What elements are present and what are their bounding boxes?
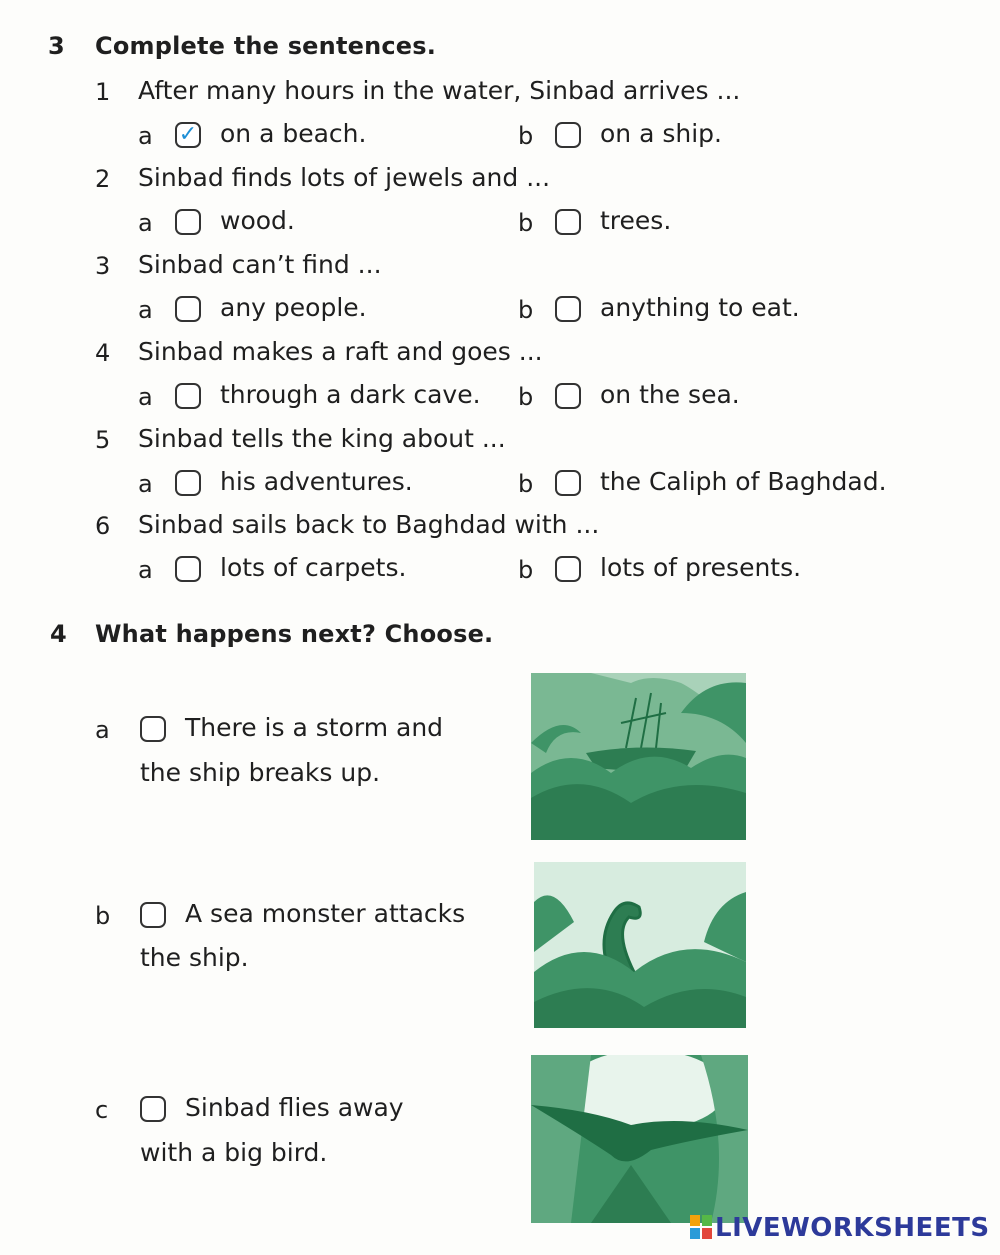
question-3-option-b-checkbox[interactable]: [555, 296, 581, 322]
next-option-b-line1: A sea monster attacks: [185, 899, 466, 928]
question-6-option-a-text: lots of carpets.: [220, 553, 407, 582]
question-6-number: 6: [95, 512, 111, 540]
question-5-option-b-checkbox[interactable]: [555, 470, 581, 496]
question-2-option-b-text: trees.: [600, 206, 672, 235]
question-4-option-b-letter: b: [518, 383, 534, 411]
section-4-number: 4: [50, 620, 67, 648]
question-3-number: 3: [95, 252, 111, 280]
question-4-option-b-checkbox[interactable]: [555, 383, 581, 409]
question-3-option-a-letter: a: [138, 296, 153, 324]
next-option-b-checkbox[interactable]: [140, 902, 166, 928]
section-4-title: What happens next? Choose.: [95, 620, 494, 648]
question-4-option-a-letter: a: [138, 383, 153, 411]
question-5-number: 5: [95, 426, 111, 454]
section-3-number: 3: [48, 32, 65, 60]
question-3-option-a-checkbox[interactable]: [175, 296, 201, 322]
checkmark-icon: ✓: [178, 122, 198, 147]
next-option-c-letter: c: [95, 1096, 109, 1124]
question-5-option-a-letter: a: [138, 470, 153, 498]
next-option-b-line2: the ship.: [140, 943, 249, 972]
next-option-b-letter: b: [95, 902, 111, 930]
watermark: [690, 1213, 990, 1243]
question-6-text: Sinbad sails back to Baghdad with ...: [138, 510, 600, 539]
next-option-a-line2: the ship breaks up.: [140, 758, 381, 787]
next-option-c-checkbox[interactable]: [140, 1096, 166, 1122]
watermark-text: LIVEWORKSHEETS: [715, 1213, 990, 1243]
next-option-a-checkbox[interactable]: [140, 716, 166, 742]
question-3-option-b-letter: b: [518, 296, 534, 324]
question-3-option-b-text: anything to eat.: [600, 293, 800, 322]
next-option-c-line2: with a big bird.: [140, 1138, 328, 1167]
section-3-title: Complete the sentences.: [95, 32, 437, 60]
question-6-option-a-letter: a: [138, 556, 153, 584]
question-1-text: After many hours in the water, Sinbad arrives ...: [138, 76, 741, 105]
question-1-option-a-checkbox[interactable]: [175, 122, 201, 148]
big-bird-illustration: [531, 1055, 748, 1223]
question-4-text: Sinbad makes a raft and goes ...: [138, 337, 543, 366]
question-5-text: Sinbad tells the king about ...: [138, 424, 506, 453]
question-4-option-a-checkbox[interactable]: [175, 383, 201, 409]
next-option-c-line1: Sinbad flies away: [185, 1093, 404, 1122]
next-option-a-letter: a: [95, 716, 110, 744]
question-5-option-a-text: his adventures.: [220, 467, 413, 496]
question-6-option-a-checkbox[interactable]: [175, 556, 201, 582]
question-1-option-b-checkbox[interactable]: [555, 122, 581, 148]
question-6-option-b-checkbox[interactable]: [555, 556, 581, 582]
storm-ship-illustration: [531, 673, 746, 840]
question-3-text: Sinbad can’t find ...: [138, 250, 382, 279]
question-1-option-a-text: on a beach.: [220, 119, 367, 148]
sea-monster-illustration: [534, 862, 746, 1028]
question-2-option-b-checkbox[interactable]: [555, 209, 581, 235]
question-1-number: 1: [95, 78, 111, 106]
question-1-option-b-text: on a ship.: [600, 119, 722, 148]
question-1-option-b-letter: b: [518, 122, 534, 150]
question-2-number: 2: [95, 165, 111, 193]
question-6-option-b-letter: b: [518, 556, 534, 584]
question-5-option-b-text: the Caliph of Baghdad.: [600, 467, 887, 496]
question-5-option-b-letter: b: [518, 470, 534, 498]
question-6-option-b-text: lots of presents.: [600, 553, 802, 582]
question-4-number: 4: [95, 339, 111, 367]
liveworksheets-logo-icon: [690, 1215, 712, 1239]
question-5-option-a-checkbox[interactable]: [175, 470, 201, 496]
question-2-option-a-text: wood.: [220, 206, 295, 235]
next-option-a-line1: There is a storm and: [185, 713, 444, 742]
question-2-text: Sinbad finds lots of jewels and ...: [138, 163, 551, 192]
question-2-option-a-letter: a: [138, 209, 153, 237]
question-2-option-b-letter: b: [518, 209, 534, 237]
question-3-option-a-text: any people.: [220, 293, 367, 322]
question-4-option-a-text: through a dark cave.: [220, 380, 481, 409]
question-1-option-a-letter: a: [138, 122, 153, 150]
question-4-option-b-text: on the sea.: [600, 380, 740, 409]
question-2-option-a-checkbox[interactable]: [175, 209, 201, 235]
